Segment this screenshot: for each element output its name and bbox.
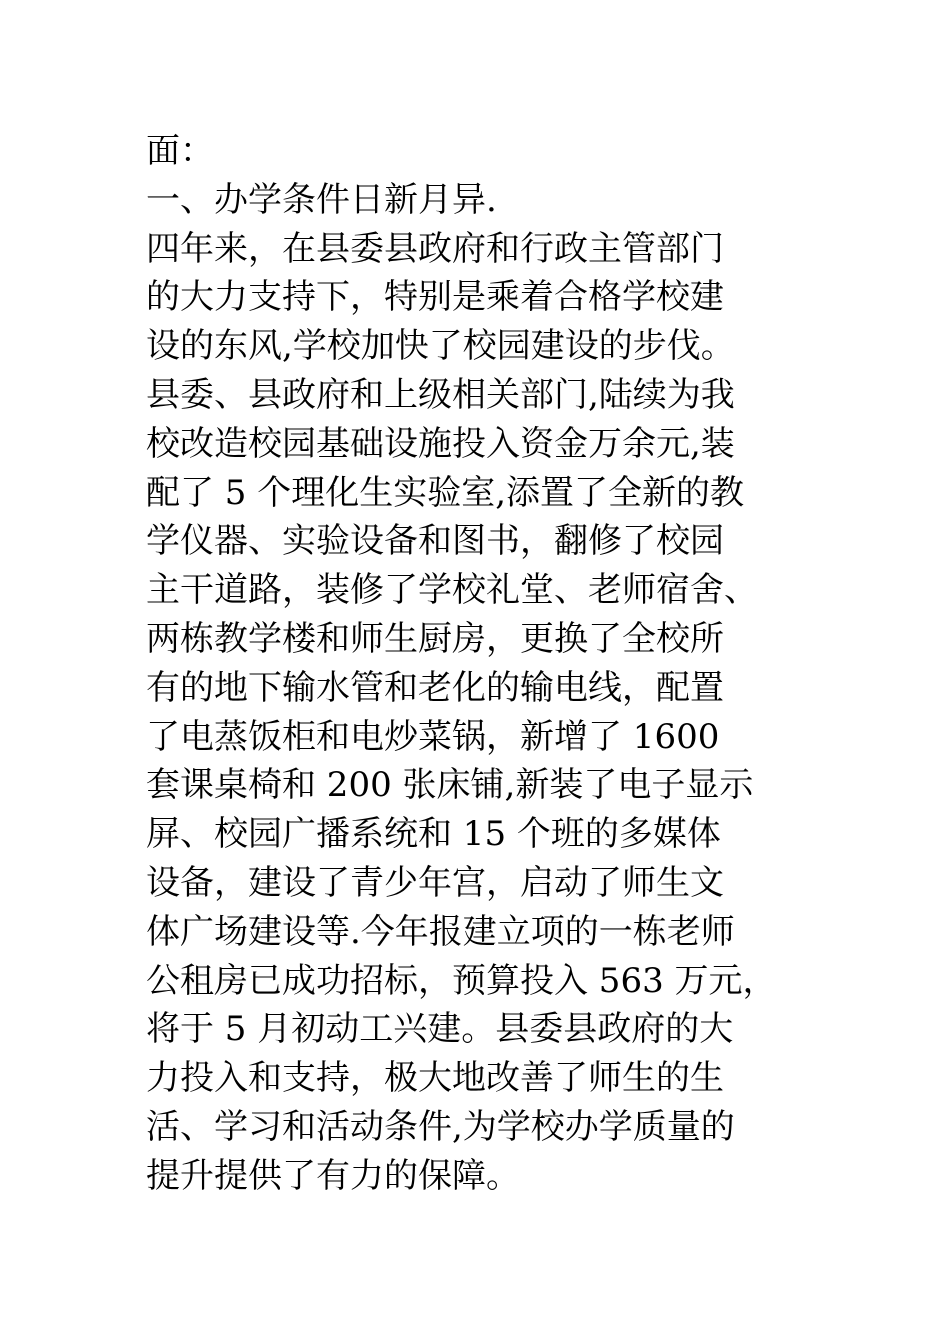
text-line: 将于 5 月初动工兴建。县委县政府的大	[146, 1009, 734, 1050]
text-line: 县委、县政府和上级相关部门,陆续为我	[146, 374, 735, 415]
text-line: 配了 5 个理化生实验室,添置了全新的教	[146, 472, 745, 513]
text-line: 面：	[146, 131, 214, 171]
text-line: 提升提供了有力的保障。	[146, 1155, 520, 1196]
document-body	[146, 127, 846, 1201]
text-line: 活、学习和活动条件,为学校办学质量的	[146, 1106, 735, 1147]
text-line: 学仪器、实验设备和图书，翻修了校园	[146, 521, 724, 562]
text-line: 套课桌椅和 200 张床铺,新装了电子显示	[146, 765, 754, 806]
text-line: 力投入和支持，极大地改善了师生的生	[146, 1058, 724, 1099]
text-line: 公租房已成功招标，预算投入 563 万元，	[146, 960, 777, 1001]
text-line: 设的东风,学校加快了校园建设的步伐。	[146, 326, 735, 367]
text-line: 校改造校园基础设施投入资金万余元,装	[146, 423, 735, 464]
text-line: 四年来，在县委县政府和行政主管部门	[146, 228, 724, 269]
section-heading: 一、办学条件日新月异.	[146, 179, 497, 220]
text-line: 有的地下输水管和老化的输电线，配置	[146, 667, 724, 708]
text-line: 设备，建设了青少年宫，启动了师生文	[146, 862, 724, 903]
text-line: 体广场建设等.今年报建立项的一栋老师	[146, 911, 735, 952]
text-line: 的大力支持下，特别是乘着合格学校建	[146, 277, 724, 318]
text-line: 主干道路，装修了学校礼堂、老师宿舍、	[146, 570, 758, 611]
text-line: 两栋教学楼和师生厨房，更换了全校所	[146, 618, 724, 659]
text-line: 了电蒸饭柜和电炒菜锅，新增了 1600	[146, 716, 720, 757]
text-line: 屏、校园广播系统和 15 个班的多媒体	[146, 814, 721, 855]
